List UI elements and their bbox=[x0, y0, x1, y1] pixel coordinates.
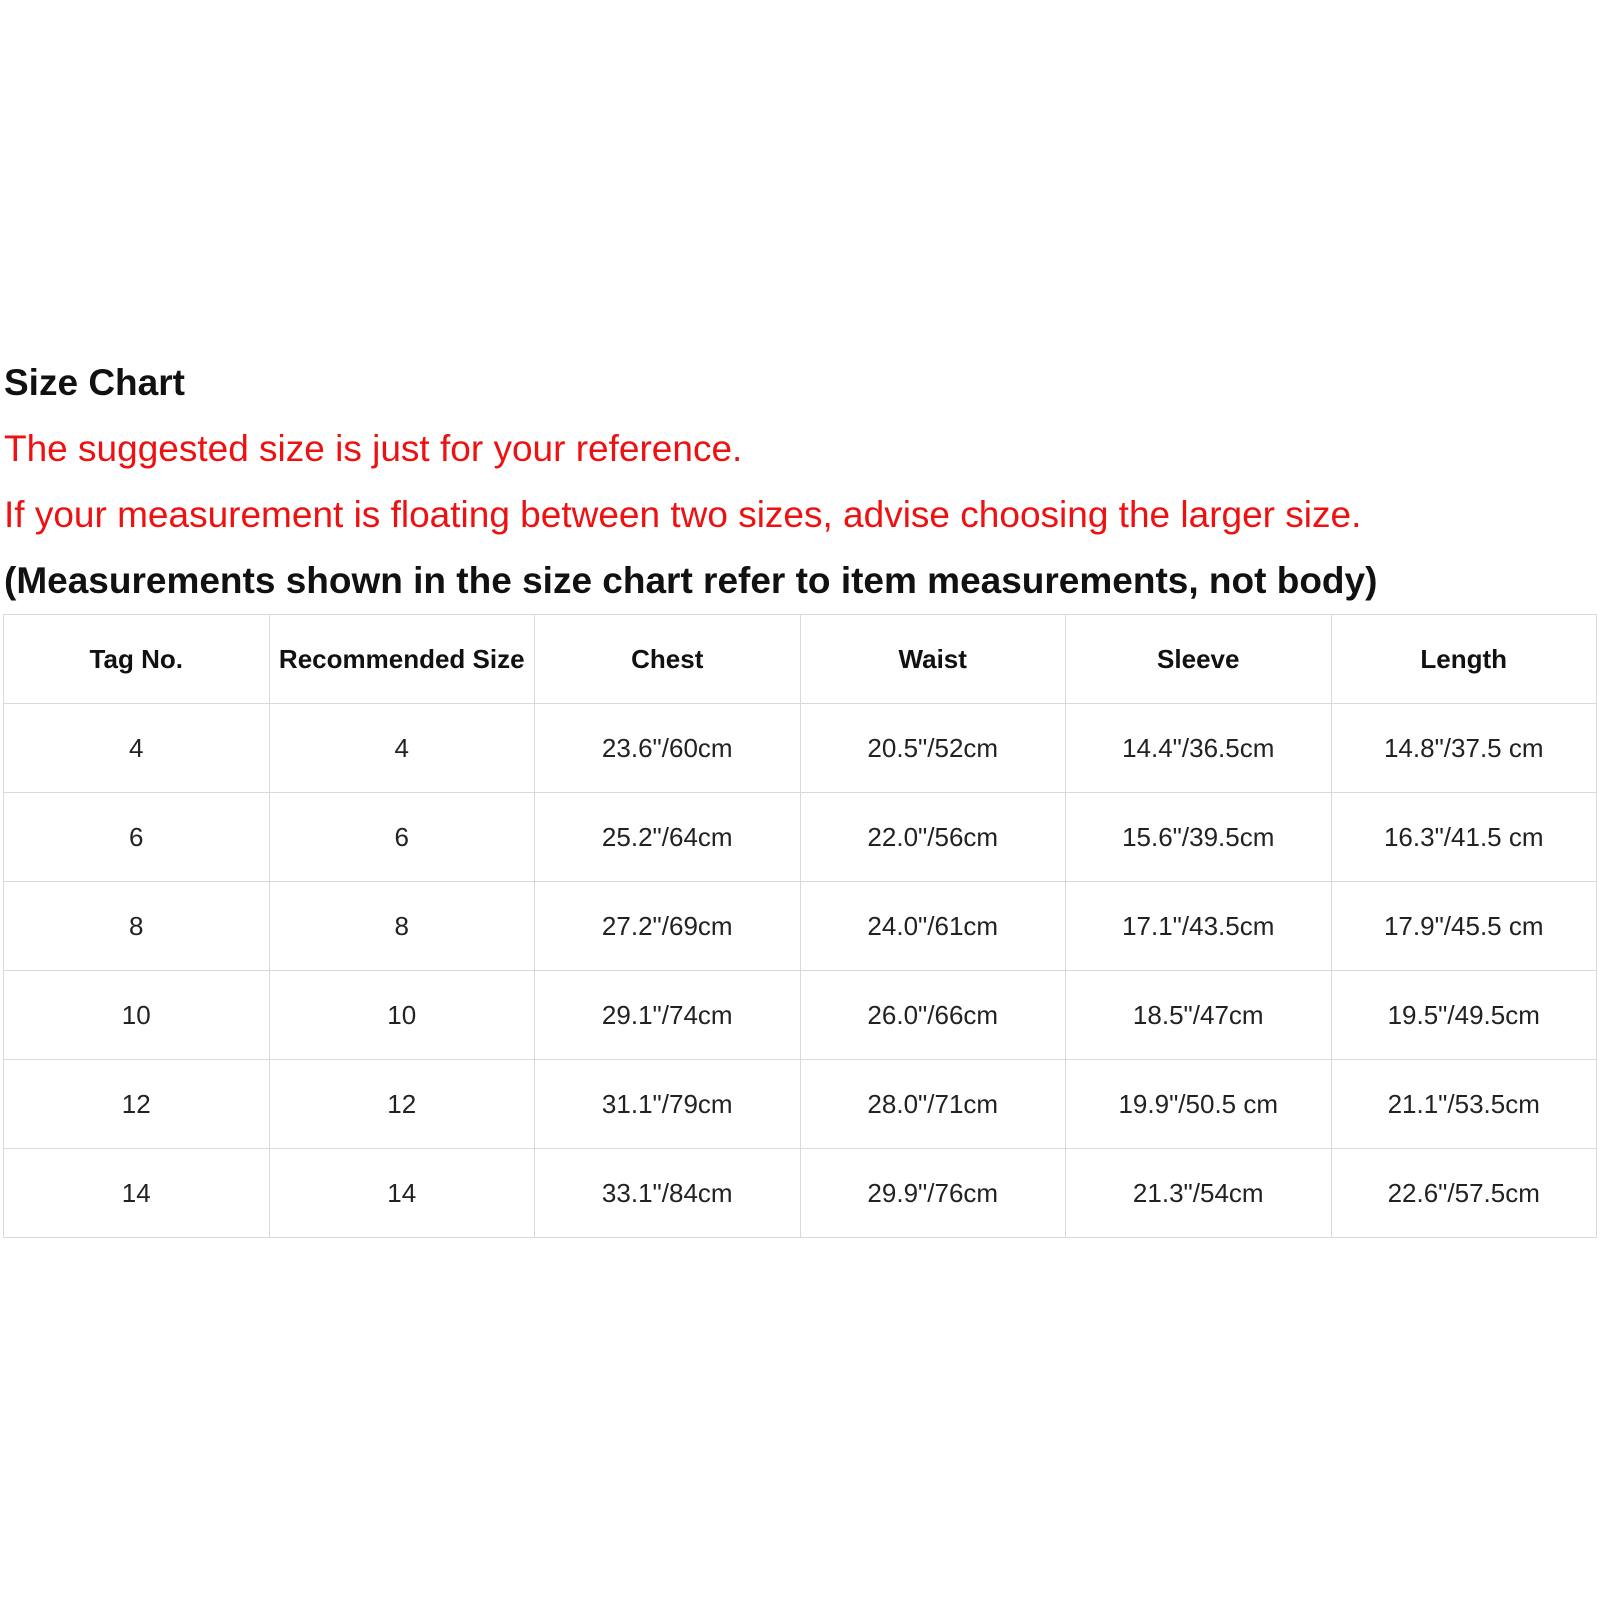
table-header-row bbox=[4, 615, 1597, 704]
cell-waist: 22.0"/56cm bbox=[800, 793, 1066, 882]
cell-length: 14.8"/37.5 cm bbox=[1331, 704, 1597, 793]
table-row bbox=[4, 1060, 1597, 1149]
size-chart-header bbox=[4, 350, 1594, 614]
table-row bbox=[4, 971, 1597, 1060]
cell-waist: 29.9"/76cm bbox=[800, 1149, 1066, 1238]
cell-sleeve: 18.5"/47cm bbox=[1066, 971, 1332, 1060]
table-row bbox=[4, 1149, 1597, 1238]
cell-length: 21.1"/53.5cm bbox=[1331, 1060, 1597, 1149]
header-waist: Waist bbox=[800, 615, 1066, 704]
size-table bbox=[3, 614, 1597, 1238]
page-title: Size Chart bbox=[4, 362, 185, 403]
cell-waist: 26.0"/66cm bbox=[800, 971, 1066, 1060]
measurement-note: (Measurements shown in the size chart refer to item measurements, not body) bbox=[4, 560, 1378, 601]
table-row bbox=[4, 882, 1597, 971]
cell-recommended-size: 6 bbox=[269, 793, 535, 882]
cell-chest: 27.2"/69cm bbox=[535, 882, 801, 971]
cell-tag-no: 4 bbox=[4, 704, 270, 793]
cell-waist: 20.5"/52cm bbox=[800, 704, 1066, 793]
cell-waist: 24.0"/61cm bbox=[800, 882, 1066, 971]
cell-chest: 31.1"/79cm bbox=[535, 1060, 801, 1149]
cell-waist: 28.0"/71cm bbox=[800, 1060, 1066, 1149]
cell-length: 16.3"/41.5 cm bbox=[1331, 793, 1597, 882]
cell-tag-no: 6 bbox=[4, 793, 270, 882]
cell-tag-no: 12 bbox=[4, 1060, 270, 1149]
cell-length: 19.5"/49.5cm bbox=[1331, 971, 1597, 1060]
cell-tag-no: 10 bbox=[4, 971, 270, 1060]
table-body bbox=[4, 704, 1597, 1238]
cell-tag-no: 14 bbox=[4, 1149, 270, 1238]
cell-chest: 23.6"/60cm bbox=[535, 704, 801, 793]
cell-sleeve: 15.6"/39.5cm bbox=[1066, 793, 1332, 882]
table-row bbox=[4, 704, 1597, 793]
cell-tag-no: 8 bbox=[4, 882, 270, 971]
header-recommended-size: Recommended Size bbox=[269, 615, 535, 704]
table-header bbox=[4, 615, 1597, 704]
header-tag-no: Tag No. bbox=[4, 615, 270, 704]
cell-recommended-size: 8 bbox=[269, 882, 535, 971]
header-length: Length bbox=[1331, 615, 1597, 704]
cell-chest: 29.1"/74cm bbox=[535, 971, 801, 1060]
cell-sleeve: 14.4"/36.5cm bbox=[1066, 704, 1332, 793]
cell-sleeve: 17.1"/43.5cm bbox=[1066, 882, 1332, 971]
table-row bbox=[4, 793, 1597, 882]
cell-chest: 25.2"/64cm bbox=[535, 793, 801, 882]
cell-sleeve: 21.3"/54cm bbox=[1066, 1149, 1332, 1238]
cell-sleeve: 19.9"/50.5 cm bbox=[1066, 1060, 1332, 1149]
cell-chest: 33.1"/84cm bbox=[535, 1149, 801, 1238]
header-chest: Chest bbox=[535, 615, 801, 704]
header-sleeve: Sleeve bbox=[1066, 615, 1332, 704]
cell-length: 22.6"/57.5cm bbox=[1331, 1149, 1597, 1238]
cell-length: 17.9"/45.5 cm bbox=[1331, 882, 1597, 971]
cell-recommended-size: 10 bbox=[269, 971, 535, 1060]
cell-recommended-size: 12 bbox=[269, 1060, 535, 1149]
reference-note: The suggested size is just for your reference. bbox=[4, 428, 743, 469]
cell-recommended-size: 4 bbox=[269, 704, 535, 793]
cell-recommended-size: 14 bbox=[269, 1149, 535, 1238]
sizing-advice-note: If your measurement is floating between two sizes, advise choosing the larger size. bbox=[4, 494, 1362, 535]
